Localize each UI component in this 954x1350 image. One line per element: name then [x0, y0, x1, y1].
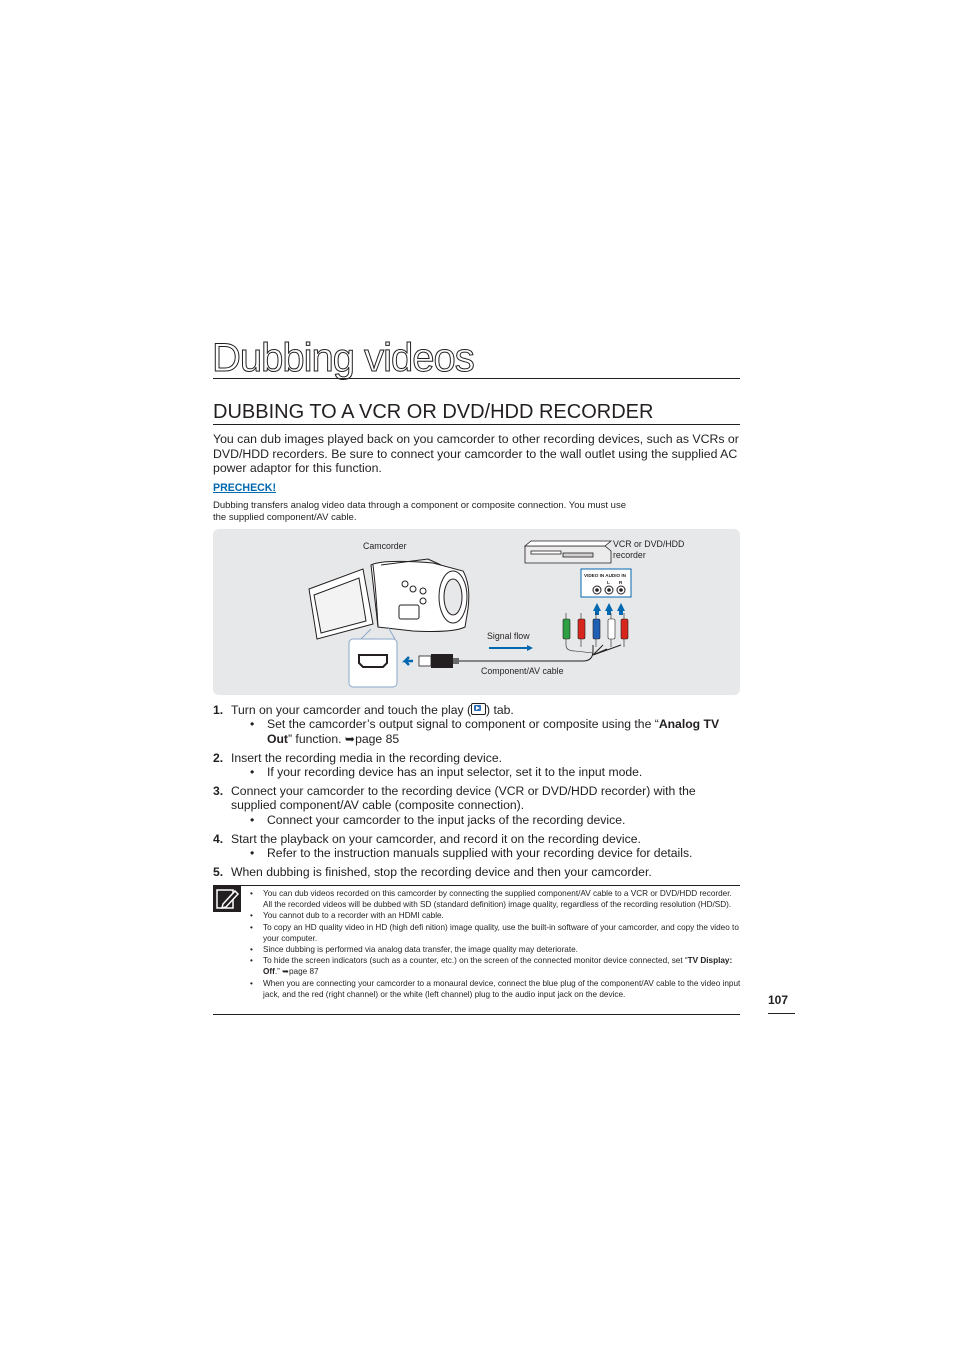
page-number-rule [768, 1013, 795, 1014]
step-3 [213, 784, 743, 827]
notes-list [249, 888, 741, 1000]
step-2 [213, 751, 743, 780]
section-title-rule [213, 424, 740, 425]
note-item [249, 888, 741, 910]
jack-r-label: R [619, 580, 623, 585]
step-number: 1. [213, 703, 224, 717]
note-bold-text: TV Display: Off [263, 956, 733, 977]
bullet: • [250, 765, 255, 780]
notes-top-rule [213, 885, 740, 886]
page-number: 107 [768, 993, 789, 1007]
note-item [249, 944, 741, 955]
note-text: To hide the screen indicators (such as a counter, etc.) on the screen of the connected monitor device connected, set “ [263, 956, 688, 966]
section-title: DUBBING TO A VCR OR DVD/HDD RECORDER [213, 401, 654, 423]
step-number: 3. [213, 784, 224, 799]
step-4-sub [231, 846, 743, 860]
chapter-title-rule [213, 378, 740, 379]
note-item [249, 978, 741, 1000]
step-3-sub [231, 813, 743, 827]
step-text: Turn on your camcorder and touch the play ( [231, 703, 472, 717]
note-text: You can dub videos recorded on this camcorder by connecting the supplied component/AV cable to a VCR or DVD/HDD recorder. All the recorded videos will be dubbed with SD (standard definition) image quality, regardless of the recording resolution (HD/SD). [263, 889, 732, 910]
precheck-heading: PRECHECK! [213, 482, 276, 494]
input-arrows [593, 603, 625, 615]
precheck-text-line1: Dubbing transfers analog video data through a component or composite connection. You must use [213, 500, 626, 511]
connection-diagram [213, 529, 740, 695]
bullet: • [250, 911, 253, 921]
av-plug [405, 654, 459, 668]
note-text-end: .” ➥page 87 [274, 967, 319, 977]
cable-label: Component/AV cable [481, 666, 564, 676]
camcorder-label: Camcorder [363, 541, 407, 551]
bullet: • [250, 717, 255, 732]
sub-bold-text: Analog TV Out [267, 717, 720, 746]
step-2-sub [231, 765, 743, 779]
step-text: Start the playback on your camcorder, and record it on the recording device. [231, 831, 641, 846]
note-pencil-icon [213, 886, 241, 912]
step-text: Connect your camcorder to the recording device (VCR or DVD/HDD recorder) with the supplied component/AV cable (composite connection). [231, 784, 696, 813]
chapter-title: Dubbing videos [212, 336, 474, 380]
step-4 [213, 832, 743, 861]
bullet: • [250, 978, 253, 988]
sub-text: Set the camcorder’s output signal to component or composite using the “ [267, 717, 659, 732]
sub-text-end: ” function. ➥page 85 [287, 731, 400, 746]
step-text-end: ) tab. [486, 703, 514, 717]
intro-paragraph: You can dub images played back on you camcorder to other recording devices, such as VCRs or DVD/HDD recorders. Be sure to connect your camcorder to the wall outlet using the supplied AC power adaptor for this function. [213, 432, 739, 475]
bullet: • [250, 922, 253, 932]
jack-panel-label: VIDEO IN AUDIO IN [584, 573, 626, 578]
step-5 [213, 865, 743, 879]
bullet: • [250, 956, 253, 966]
step-1-sub [231, 717, 743, 746]
note-text: Since dubbing is performed via analog data transfer, the image quality may deteriorate. [263, 945, 578, 955]
av-cable-wire [459, 645, 621, 661]
step-1 [213, 703, 743, 746]
precheck-text [213, 500, 733, 524]
play-tab-icon [471, 703, 486, 715]
note-item [249, 955, 741, 977]
recorder-illustration [525, 541, 611, 563]
rca-plugs [563, 613, 628, 653]
sub-text: Connect your camcorder to the input jacks of the recording device. [267, 812, 626, 827]
sub-text: Refer to the instruction manuals supplied with your recording device for details. [267, 846, 693, 861]
recorder-label-line2: recorder [613, 550, 646, 560]
note-item [249, 922, 741, 944]
note-text: To copy an HD quality video in HD (high defi nition) image quality, use the built-in software of your camcorder, and copy the video to your computer. [263, 922, 739, 943]
step-number: 5. [213, 865, 224, 880]
note-item [249, 910, 741, 921]
jack-l-label: L [607, 580, 610, 585]
recorder-label-line1: VCR or DVD/HDD [613, 539, 685, 549]
camcorder-illustration [309, 559, 469, 639]
notes-bottom-rule [213, 1014, 740, 1015]
bullet: • [250, 889, 253, 898]
bullet: • [250, 812, 255, 827]
bullet: • [250, 846, 255, 861]
note-text: When you are connecting your camcorder to a monaural device, connect the blue plug of the component/AV cable to the video input jack, and the red (right channel) or the white (left channel) plug to the audio input jack on the device. [263, 978, 741, 999]
sub-text: If your recording device has an input selector, set it to the input mode. [267, 765, 643, 780]
bullet: • [250, 945, 253, 955]
signal-flow-arrowhead [527, 645, 533, 651]
diagram-artwork [213, 529, 740, 695]
step-number: 4. [213, 831, 224, 846]
hdmi-port-callout [349, 627, 397, 687]
steps-list [213, 703, 743, 884]
step-number: 2. [213, 750, 224, 765]
step-text: When dubbing is finished, stop the recording device and then your camcorder. [231, 865, 652, 880]
precheck-text-line2: the supplied component/AV cable. [213, 512, 357, 523]
note-text: You cannot dub to a recorder with an HDMI cable. [263, 911, 444, 921]
step-text: Insert the recording media in the recording device. [231, 750, 502, 765]
signal-flow-label: Signal flow [487, 631, 530, 641]
